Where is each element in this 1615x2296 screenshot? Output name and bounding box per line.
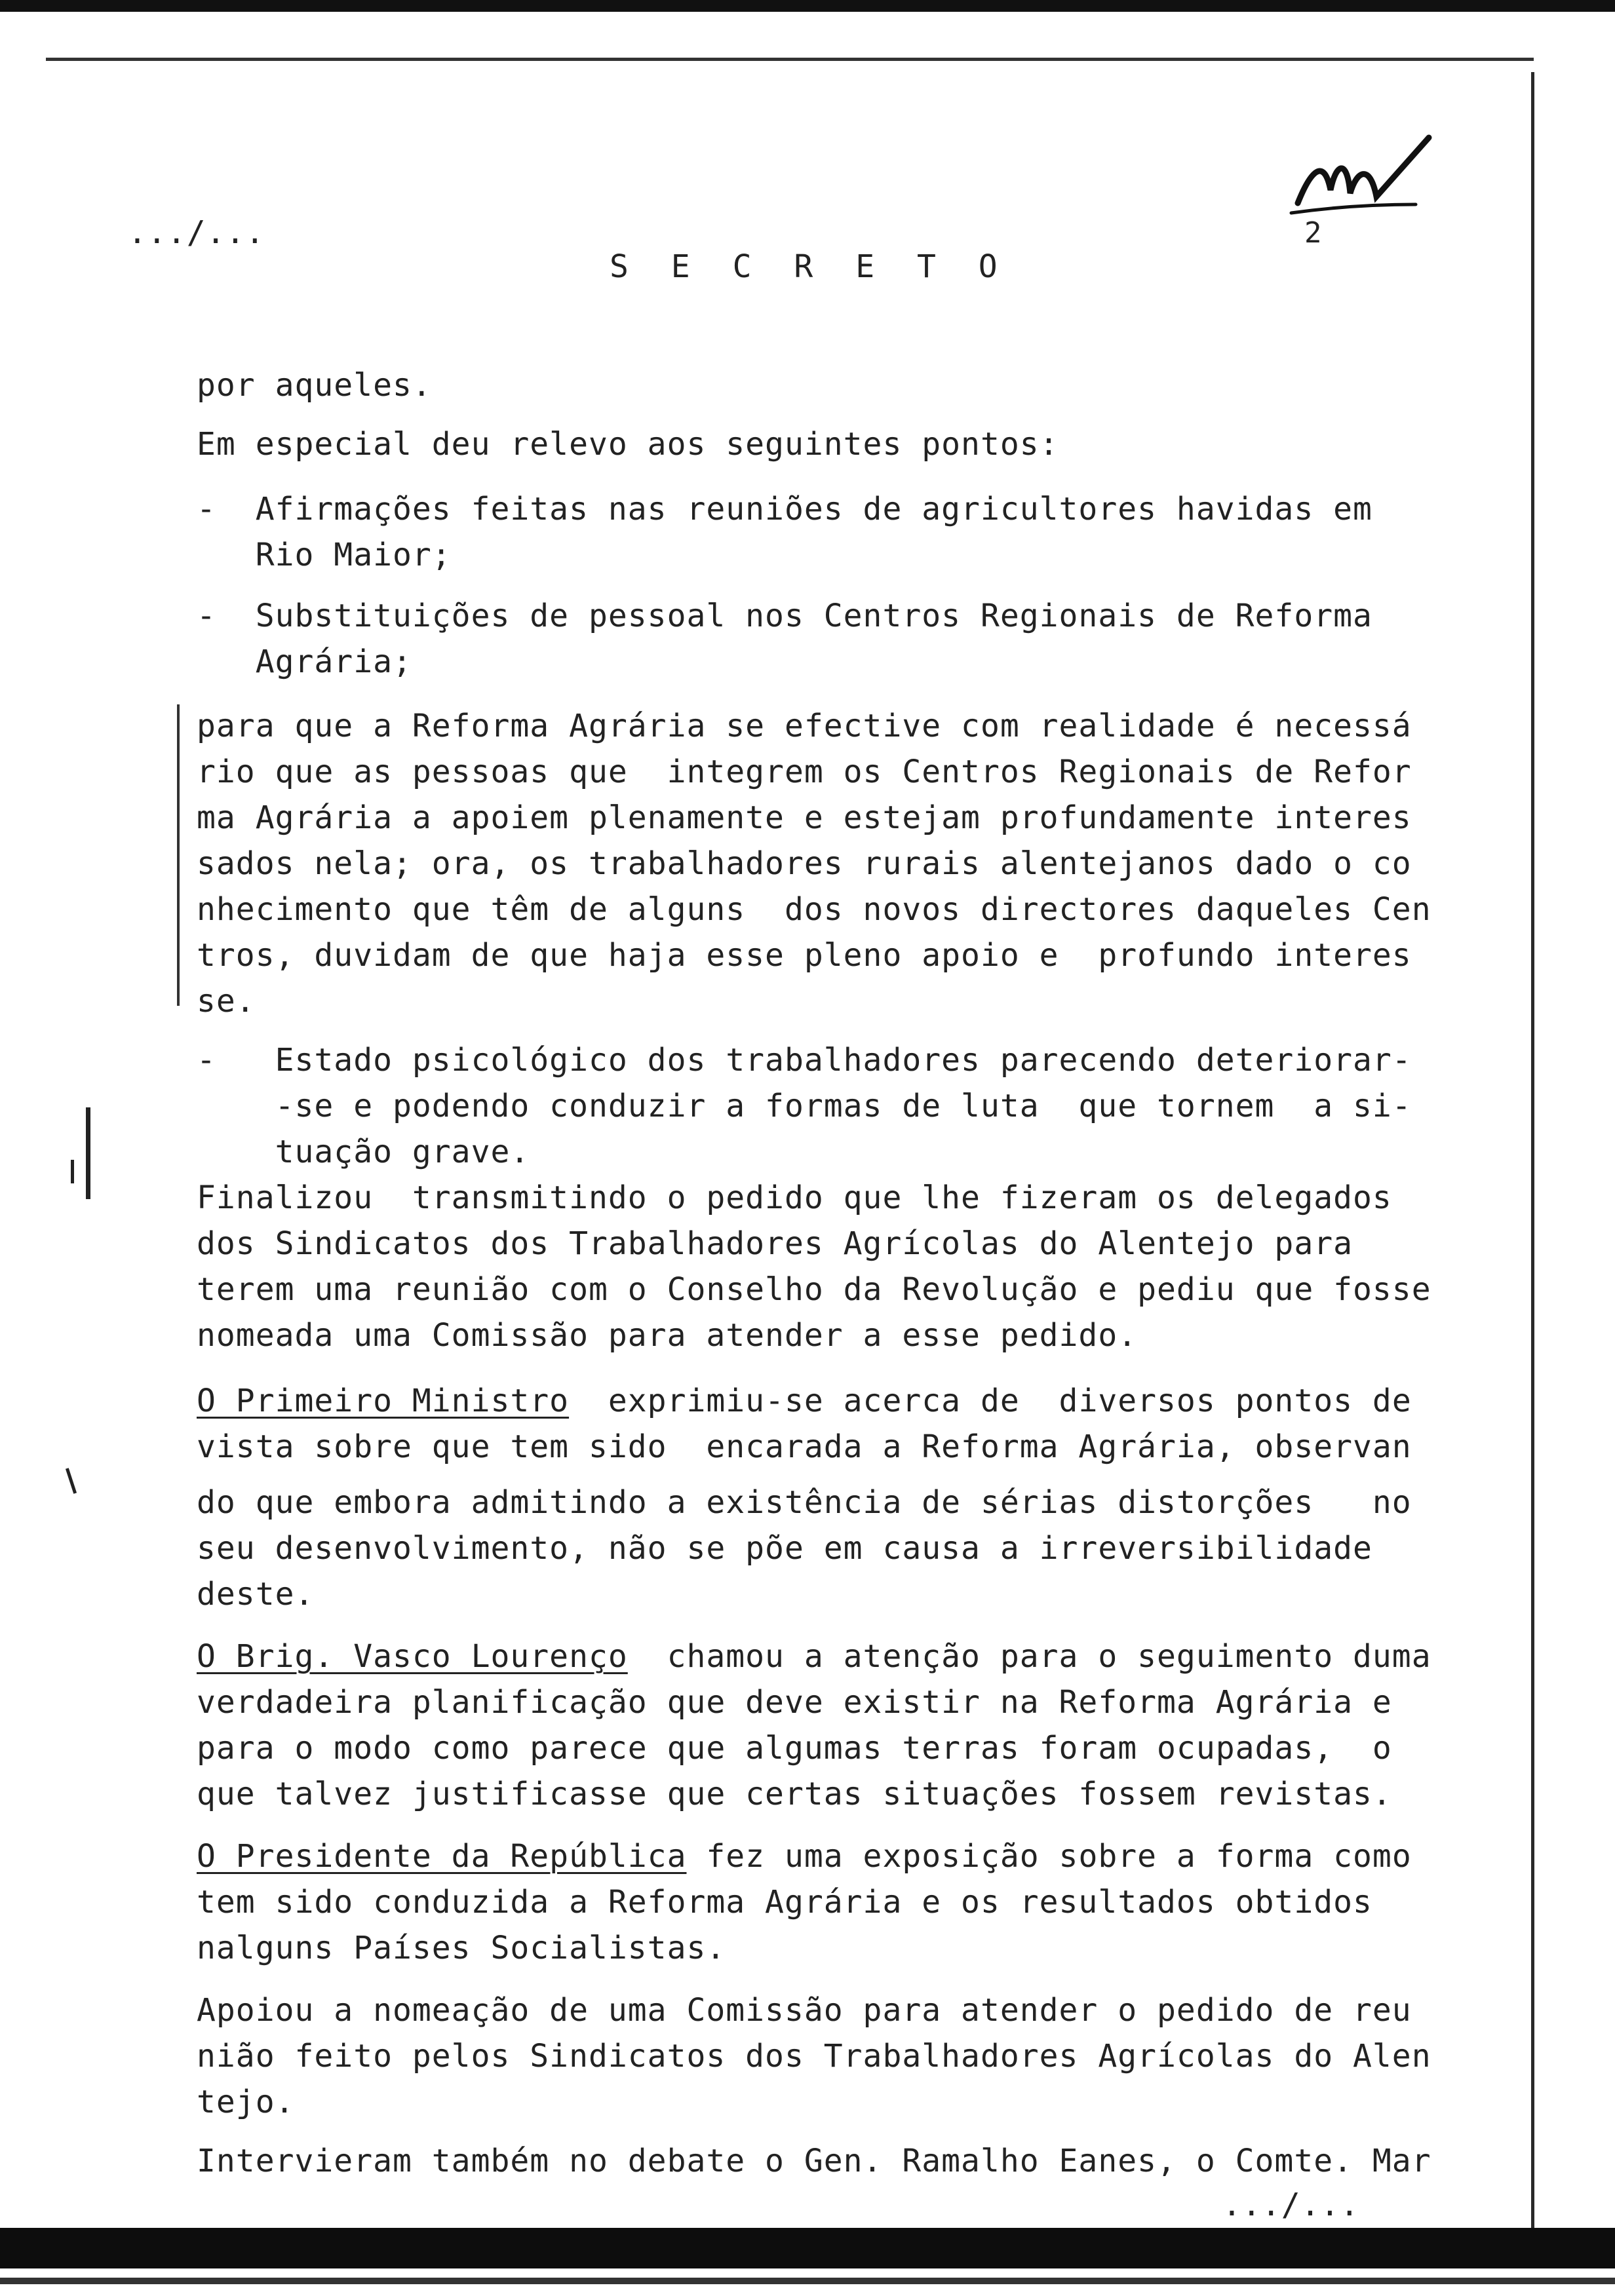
bullet-item: tuação grave. — [197, 1134, 530, 1170]
classification-title: S E C R E T O — [610, 248, 1009, 285]
body-line — [197, 1378, 1412, 1424]
margin-mark — [66, 1468, 77, 1494]
body-line: ma Agrária a apoiem plenamente e estejam profundamente interes — [197, 799, 1412, 836]
body-line: tem sido conduzida a Reforma Agrária e os resultados obtidos — [197, 1884, 1372, 1921]
continuation-ref-header: .../... — [128, 214, 265, 251]
body-line: vista sobre que tem sido encarada a Reforma Agrária, observan — [197, 1428, 1412, 1465]
scan-bottom-border — [0, 2228, 1615, 2268]
body-line: tejo. — [197, 2084, 295, 2120]
body-line: nião feito pelos Sindicatos dos Trabalhadores Agrícolas do Alen — [197, 2038, 1431, 2075]
speaker-name: O Brig. Vasco Lourenço — [197, 1638, 628, 1675]
body-line: Intervieram também no debate o Gen. Ramalho Eanes, o Comte. Mar — [197, 2143, 1431, 2179]
body-text: exprimiu-se acerca de diversos pontos de — [569, 1383, 1412, 1419]
scan-right-edge — [1531, 72, 1534, 2234]
body-line: nalguns Países Socialistas. — [197, 1930, 726, 1966]
body-line: nomeada uma Comissão para atender a esse pedido. — [197, 1317, 1138, 1354]
body-line: do que embora admitindo a existência de sérias distorções no — [197, 1484, 1412, 1521]
bullet-item: - Estado psicológico dos trabalhadores parecendo deteriorar- — [197, 1042, 1412, 1079]
body-line: por aqueles. — [197, 367, 432, 404]
body-line: para o modo como parece que algumas terras foram ocupadas, o — [197, 1730, 1392, 1767]
body-line: verdadeira planificação que deve existir na Reforma Agrária e — [197, 1684, 1392, 1721]
margin-vertical-mark — [177, 704, 180, 1006]
body-text: chamou a atenção para o seguimento duma — [627, 1638, 1431, 1675]
continuation-ref-footer: .../... — [1222, 2187, 1360, 2223]
speaker-name: O Presidente da República — [197, 1838, 687, 1875]
body-text: fez uma exposição sobre a forma como — [686, 1838, 1412, 1875]
body-line: Apoiou a nomeação de uma Comissão para atender o pedido de reu — [197, 1992, 1412, 2029]
body-line: para que a Reforma Agrária se efective com realidade é necessá — [197, 708, 1412, 744]
body-line: deste. — [197, 1576, 315, 1613]
bullet-item: - Substituições de pessoal nos Centros Regionais de Reforma — [197, 598, 1372, 634]
margin-mark — [86, 1107, 90, 1199]
body-line: seu desenvolvimento, não se põe em causa a irreversibilidade — [197, 1530, 1372, 1567]
speaker-name: O Primeiro Ministro — [197, 1383, 570, 1419]
body-line: nhecimento que têm de alguns dos novos directores daqueles Cen — [197, 891, 1431, 928]
scan-top-rule — [46, 58, 1534, 61]
body-line: se. — [197, 983, 256, 1020]
body-line — [197, 1833, 1412, 1879]
body-line: Em especial deu relevo aos seguintes pontos: — [197, 426, 1059, 463]
bullet-item: Agrária; — [197, 643, 412, 680]
bullet-item: -se e podendo conduzir a formas de luta que tornem a si- — [197, 1088, 1412, 1124]
margin-mark — [71, 1160, 74, 1183]
body-line — [197, 1634, 1431, 1679]
bullet-item: Rio Maior; — [197, 537, 452, 573]
scan-top-border — [0, 0, 1615, 12]
body-line: Finalizou transmitindo o pedido que lhe fizeram os delegados — [197, 1179, 1392, 1216]
page-number: 2 — [1304, 216, 1322, 250]
body-line: dos Sindicatos dos Trabalhadores Agrícolas do Alentejo para — [197, 1225, 1353, 1262]
handwritten-signature — [1285, 131, 1449, 269]
body-line: terem uma reunião com o Conselho da Revolução e pediu que fosse — [197, 1271, 1431, 1308]
body-line: tros, duvidam de que haja esse pleno apoio e profundo interes — [197, 937, 1412, 974]
body-line: rio que as pessoas que integrem os Centros Regionais de Refor — [197, 754, 1412, 790]
bullet-item: - Afirmações feitas nas reuniões de agricultores havidas em — [197, 491, 1372, 527]
body-line: sados nela; ora, os trabalhadores rurais alentejanos dado o co — [197, 845, 1412, 882]
body-line: que talvez justificasse que certas situações fossem revistas. — [197, 1776, 1392, 1812]
scan-bottom-rule — [0, 2278, 1615, 2284]
